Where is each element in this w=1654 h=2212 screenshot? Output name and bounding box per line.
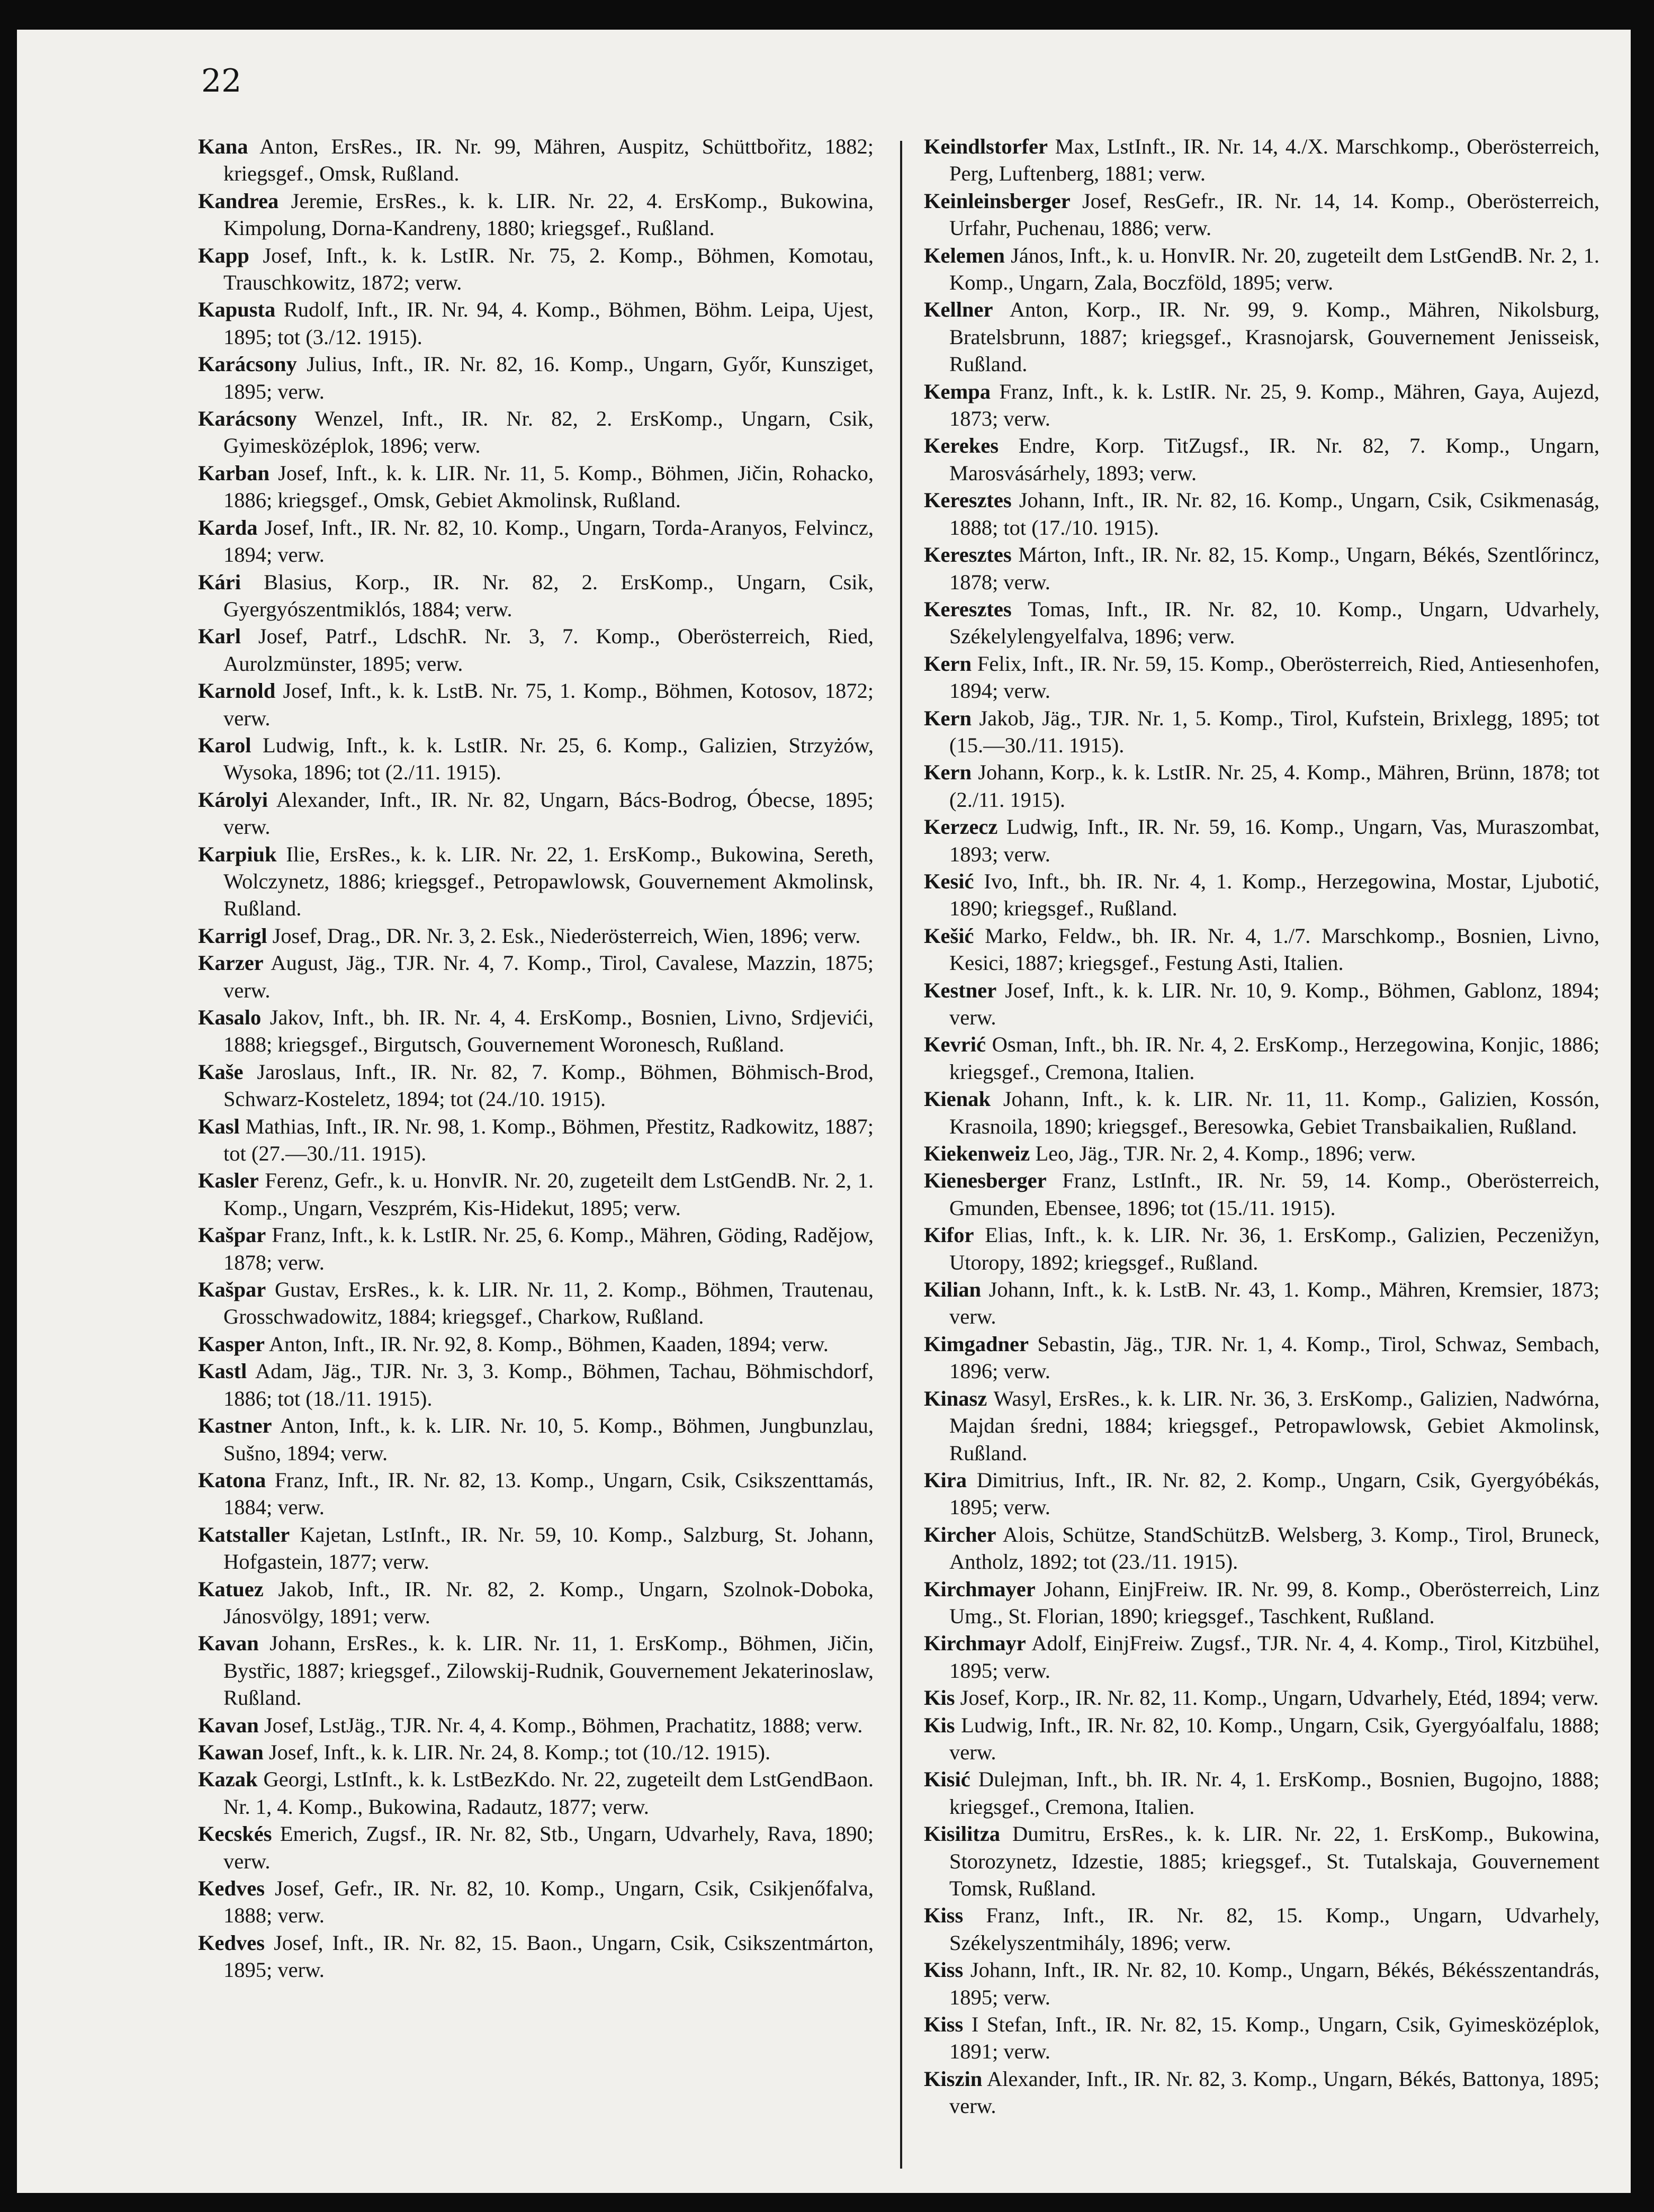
entry-details: Julius, Inft., IR. Nr. 82, 16. Komp., Ungarn, Győr, Kunsziget, 1895; verw. [223, 352, 874, 403]
entry-details: Johann, Inft., k. k. LIR. Nr. 11, 11. Komp., Galizien, Kossón, Krasnoila, 1890; kriegsgef., Beresowka, Gebiet Transbaikalien, Rußland. [949, 1087, 1600, 1138]
entry-surname: Karzer [198, 951, 264, 975]
register-entry [924, 2065, 1599, 2120]
entry-surname: Kaše [198, 1059, 244, 1084]
entry-surname: Kira [924, 1468, 967, 1492]
entry-surname: Karácsony [198, 352, 297, 376]
register-entry [198, 1330, 874, 1357]
entry-details: Blasius, Korp., IR. Nr. 82, 2. ErsKomp., Ungarn, Csik, Gyergyószentmiklós, 1884; verw. [223, 570, 874, 621]
entry-details: Dimitrius, Inft., IR. Nr. 82, 2. Komp., Ungarn, Csik, Gyergyóbékás, 1895; verw. [949, 1468, 1600, 1519]
entry-surname: Kempa [924, 379, 991, 403]
entry-surname: Kecskés [198, 1822, 272, 1846]
register-entry [198, 187, 874, 242]
register-entry [198, 1167, 874, 1221]
entry-surname: Kazak [198, 1767, 258, 1792]
entry-surname: Karl [198, 624, 241, 649]
entry-surname: Kandrea [198, 188, 279, 213]
register-entry [924, 378, 1599, 433]
entry-details: Adolf, EinjFreiw. Zugsf., TJR. Nr. 4, 4. Komp., Tirol, Kitzbühel, 1895; verw. [949, 1631, 1599, 1683]
entry-details: Ferenz, Gefr., k. u. HonvIR. Nr. 20, zugeteilt dem LstGendB. Nr. 2, 1. Komp., Ungarn, Veszprém, Kis-Hidekut, 1895; verw. [223, 1168, 874, 1220]
entry-details: Josef, Korp., IR. Nr. 82, 11. Komp., Ungarn, Udvarhely, Etéd, 1894; verw. [960, 1686, 1599, 1710]
entry-details: Emerich, Zugsf., IR. Nr. 82, Stb., Ungarn, Udvarhely, Rava, 1890; verw. [223, 1822, 874, 1873]
entry-surname: Keinleinsberger [924, 188, 1071, 213]
entry-surname: Katuez [198, 1577, 264, 1601]
entry-surname: Keresztes [924, 543, 1012, 567]
entry-surname: Kevrić [924, 1032, 986, 1057]
register-entry [198, 1739, 874, 1766]
entry-surname: Kis [924, 1686, 955, 1710]
entry-surname: Kerekes [924, 434, 999, 458]
register-entry [198, 786, 874, 841]
entry-details: Franz, LstInft., IR. Nr. 59, 14. Komp., Oberösterreich, Gmunden, Ebensee, 1896; tot (15./11. 1915). [949, 1168, 1599, 1220]
entry-surname: Karpiuk [198, 842, 277, 866]
entry-details: Josef, ResGefr., IR. Nr. 14, 14. Komp., Oberösterreich, Urfahr, Puchenau, 1886; verw. [949, 188, 1599, 240]
entry-surname: Kinasz [924, 1386, 987, 1410]
entry-surname: Kastl [198, 1359, 247, 1383]
entry-surname: Kedves [198, 1930, 265, 1955]
register-entry [924, 1140, 1599, 1167]
register-entry [924, 596, 1599, 650]
entry-details: Josef, Inft., k. k. LstB. Nr. 75, 1. Komp., Böhmen, Kotosov, 1872; verw. [223, 679, 874, 730]
register-entry [198, 732, 874, 786]
entry-surname: Károlyi [198, 787, 268, 812]
register-entry [924, 759, 1599, 813]
register-entry [924, 1820, 1599, 1902]
register-entry [924, 2011, 1599, 2065]
register-entry [924, 813, 1599, 868]
register-entry [198, 1357, 874, 1412]
entry-details: Johann, Korp., k. k. LstIR. Nr. 25, 4. Komp., Mähren, Brünn, 1878; tot (2./11. 1915). [949, 760, 1599, 812]
entry-details: Johann, Inft., IR. Nr. 82, 16. Komp., Ungarn, Csik, Csikmenaság, 1888; tot (17./10. 1915). [949, 488, 1600, 539]
entry-details: Jakob, Inft., IR. Nr. 82, 2. Komp., Ungarn, Szolnok-Doboka, Jánosvölgy, 1891; verw. [223, 1577, 874, 1628]
entry-surname: Kestner [924, 978, 997, 1002]
entry-surname: Kirchmayer [924, 1577, 1036, 1601]
register-entry [198, 1113, 874, 1167]
register-entry [924, 1467, 1599, 1521]
entry-surname: Kiss [924, 1903, 964, 1928]
register-entry [924, 922, 1599, 977]
register-entry [198, 949, 874, 1004]
entry-details: Ludwig, Inft., IR. Nr. 82, 10. Komp., Ungarn, Csik, Gyergyóalfalu, 1888; verw. [949, 1713, 1599, 1764]
entry-details: Ilie, ErsRes., k. k. LIR. Nr. 22, 1. ErsKomp., Bukowina, Sereth, Wolczynetz, 1886; kriegsgef., Petropawlowsk, Gouvernement Akmolinsk, Rußland. [223, 842, 874, 921]
entry-surname: Kesić [924, 869, 974, 893]
entry-details: Johann, Inft., IR. Nr. 82, 10. Komp., Ungarn, Békés, Békésszentandrás, 1895; verw. [949, 1958, 1599, 2009]
register-entry [924, 1276, 1599, 1330]
entry-details: Anton, Korp., IR. Nr. 99, 9. Komp., Mähren, Nikolsburg, Bratelsbrunn, 1887; kriegsgef., Krasnojarsk, Gouvernement Jenisseisk, Rußland. [949, 298, 1600, 376]
left-column [198, 133, 874, 1984]
entry-surname: Karban [198, 461, 270, 485]
entry-surname: Kavan [198, 1713, 259, 1737]
entry-details: Franz, Inft., IR. Nr. 82, 15. Komp., Ungarn, Udvarhely, Székelyszentmihály, 1896; verw. [949, 1903, 1599, 1955]
entry-surname: Katona [198, 1468, 266, 1492]
entry-surname: Kellner [924, 298, 993, 322]
register-entry [198, 133, 874, 187]
entry-surname: Kisilitza [924, 1822, 1000, 1846]
entry-details: I Stefan, Inft., IR. Nr. 82, 15. Komp., Ungarn, Csik, Gyimesközéplok, 1891; verw. [949, 2012, 1599, 2064]
entry-surname: Katstaller [198, 1522, 290, 1546]
entry-details: Max, LstInft., IR. Nr. 14, 4./X. Marschkomp., Oberösterreich, Perg, Luftenberg, 1881; verw. [949, 134, 1599, 186]
register-entry [924, 1630, 1599, 1684]
entry-details: Ludwig, Inft., IR. Nr. 59, 16. Komp., Ungarn, Vas, Muraszombat, 1893; verw. [949, 815, 1600, 866]
entry-details: Johann, ErsRes., k. k. LIR. Nr. 11, 1. ErsKomp., Böhmen, Jičin, Bystřic, 1887; kriegsgef., Zilowskij-Rudnik, Gouvernement Jekaterinoslaw, Rußland. [223, 1631, 874, 1710]
entry-surname: Kifor [924, 1223, 974, 1247]
entry-surname: Kašpar [198, 1223, 266, 1247]
entry-details: Josef, Drag., DR. Nr. 3, 2. Esk., Niederösterreich, Wien, 1896; verw. [272, 923, 861, 948]
entry-details: János, Inft., k. u. HonvIR. Nr. 20, zugeteilt dem LstGendB. Nr. 2, 1. Komp., Ungarn, Zala, Boczföld, 1895; verw. [949, 243, 1599, 295]
register-entry [198, 1004, 874, 1058]
register-entry [198, 296, 874, 350]
right-column [924, 133, 1599, 2120]
register-entry [198, 569, 874, 623]
entry-details: Alexander, Inft., IR. Nr. 82, Ungarn, Bács-Bodrog, Óbecse, 1895; verw. [223, 787, 874, 839]
entry-surname: Kilian [924, 1278, 982, 1302]
register-entry [198, 1221, 874, 1276]
register-entry [924, 487, 1599, 541]
entry-surname: Kern [924, 651, 972, 676]
entry-details: Josef, Inft., IR. Nr. 82, 10. Komp., Ungarn, Torda-Aranyos, Felvincz, 1894; verw. [223, 515, 874, 567]
register-entry [198, 1412, 874, 1467]
entry-details: Johann, Inft., k. k. LstB. Nr. 43, 1. Komp., Mähren, Kremsier, 1873; verw. [949, 1278, 1600, 1329]
entry-surname: Keresztes [924, 488, 1012, 512]
entry-details: Johann, EinjFreiw. IR. Nr. 99, 8. Komp., Oberösterreich, Linz Umg., St. Florian, 1890; kriegsgef., Taschkent, Rußland. [949, 1577, 1600, 1628]
entry-surname: Kedves [198, 1876, 265, 1900]
entry-surname: Kapusta [198, 298, 276, 322]
entry-details: Josef, Gefr., IR. Nr. 82, 10. Komp., Ungarn, Csik, Csikjenőfalva, 1888; verw. [223, 1876, 874, 1928]
entry-details: Josef, Inft., k. k. LIR. Nr. 24, 8. Komp.; tot (10./12. 1915). [268, 1740, 771, 1764]
entry-details: Anton, Inft., IR. Nr. 92, 8. Komp., Böhmen, Kaaden, 1894; verw. [268, 1332, 829, 1356]
entry-details: Márton, Inft., IR. Nr. 82, 15. Komp., Ungarn, Békés, Szentlőrincz, 1878; verw. [949, 543, 1600, 594]
entry-details: Dulejman, Inft., bh. IR. Nr. 4, 1. ErsKomp., Bosnien, Bugojno, 1888; kriegsgef., Cremona, Italien. [949, 1767, 1599, 1819]
entry-surname: Kašpar [198, 1278, 266, 1302]
entry-details: Franz, Inft., IR. Nr. 82, 13. Komp., Ungarn, Csik, Csikszenttamás, 1884; verw. [223, 1468, 874, 1519]
entry-details: Elias, Inft., k. k. LIR. Nr. 36, 1. ErsKomp., Galizien, Peczenižyn, Utoropy, 1892; kriegsgef., Rußland. [949, 1223, 1599, 1274]
register-entry [924, 1521, 1599, 1576]
entry-surname: Kiszin [924, 2066, 983, 2091]
entry-details: Kajetan, LstInft., IR. Nr. 59, 10. Komp., Salzburg, St. Johann, Hofgastein, 1877; verw. [223, 1522, 874, 1574]
register-entry [924, 242, 1599, 296]
register-entry [198, 1467, 874, 1521]
column-divider [900, 141, 902, 2169]
register-entry [924, 1576, 1599, 1630]
entry-surname: Kienak [924, 1087, 991, 1111]
entry-details: Felix, Inft., IR. Nr. 59, 15. Komp., Oberösterreich, Ried, Antiesenhofen, 1894; verw. [949, 651, 1600, 703]
entry-details: Josef, Inft., k. k. LIR. Nr. 11, 5. Komp., Böhmen, Jičin, Rohacko, 1886; kriegsgef., Omsk, Gebiet Akmolinsk, Rußland. [223, 461, 874, 512]
register-entry [198, 1521, 874, 1576]
entry-details: Josef, Inft., IR. Nr. 82, 15. Baon., Ungarn, Csik, Csikszentmárton, 1895; verw. [223, 1930, 874, 1982]
entry-surname: Keindlstorfer [924, 134, 1048, 158]
register-entry [198, 623, 874, 677]
entry-surname: Kawan [198, 1740, 264, 1764]
entry-surname: Kirchmayr [924, 1631, 1026, 1656]
entry-surname: Karácsony [198, 407, 297, 431]
entry-surname: Kasler [198, 1168, 259, 1193]
entry-details: Dumitru, ErsRes., k. k. LIR. Nr. 22, 1. ErsKomp., Bukowina, Storozynetz, Idzestie, 1885; kriegsgef., St. Tutalskaja, Gouvernement Tomsk, Rußland. [949, 1822, 1599, 1900]
entry-surname: Kern [924, 760, 972, 785]
register-entry [924, 1902, 1599, 1956]
entry-details: Jeremie, ErsRes., k. k. LIR. Nr. 22, 4. ErsKomp., Bukowina, Kimpolung, Dorna-Kandreny, 1880; kriegsgef., Rußland. [223, 188, 874, 240]
register-entry [198, 677, 874, 732]
register-entry [198, 1712, 874, 1739]
entry-details: Georgi, LstInft., k. k. LstBezKdo. Nr. 22, zugeteilt dem LstGendBaon. Nr. 1, 4. Komp., Bukowina, Radautz, 1877; verw. [223, 1767, 874, 1819]
entry-details: Alexander, Inft., IR. Nr. 82, 3. Komp., Ungarn, Békés, Battonya, 1895; verw. [949, 2066, 1599, 2118]
entry-surname: Kastner [198, 1414, 272, 1438]
entry-surname: Kisić [924, 1767, 970, 1792]
register-entry [924, 187, 1599, 242]
entry-details: Endre, Korp. TitZugsf., IR. Nr. 82, 7. Komp., Ungarn, Marosvásárhely, 1893; verw. [949, 434, 1599, 485]
entry-surname: Kári [198, 570, 241, 594]
entry-surname: Kapp [198, 243, 249, 267]
register-entry [198, 922, 874, 949]
entry-surname: Kiss [924, 2012, 964, 2037]
register-entry [924, 977, 1599, 1031]
entry-details: Leo, Jäg., TJR. Nr. 2, 4. Komp., 1896; verw. [1035, 1141, 1416, 1166]
entry-details: Franz, Inft., k. k. LstIR. Nr. 25, 6. Komp., Mähren, Göding, Radějow, 1878; verw. [223, 1223, 874, 1274]
entry-surname: Kasper [198, 1332, 265, 1356]
register-entry [924, 705, 1599, 759]
entry-details: Marko, Feldw., bh. IR. Nr. 4, 1./7. Marschkomp., Bosnien, Livno, Kesici, 1887; kriegsgef., Festung Asti, Italien. [949, 923, 1600, 975]
entry-details: Gustav, ErsRes., k. k. LIR. Nr. 11, 2. Komp., Böhmen, Trautenau, Grosschwadowitz, 1884; kriegsgef., Charkow, Rußland. [223, 1278, 874, 1329]
entry-details: Adam, Jäg., TJR. Nr. 3, 3. Komp., Böhmen, Tachau, Böhmischdorf, 1886; tot (18./11. 1915). [223, 1359, 874, 1410]
entry-surname: Kis [924, 1713, 955, 1737]
entry-details: Ivo, Inft., bh. IR. Nr. 4, 1. Komp., Herzegowina, Mostar, Ljubotić, 1890; kriegsgef., Rußland. [949, 869, 1599, 921]
entry-surname: Kienesberger [924, 1168, 1047, 1193]
entry-surname: Kana [198, 134, 248, 158]
entry-surname: Karol [198, 733, 251, 757]
entry-details: Alois, Schütze, StandSchützB. Welsberg, 3. Komp., Tirol, Bruneck, Antholz, 1892; tot (23./11. 1915). [949, 1522, 1599, 1574]
register-entry [198, 350, 874, 405]
entry-details: Sebastin, Jäg., TJR. Nr. 1, 4. Komp., Tirol, Schwaz, Sembach, 1896; verw. [949, 1332, 1599, 1383]
entry-surname: Karrigl [198, 923, 267, 948]
entry-details: August, Jäg., TJR. Nr. 4, 7. Komp., Tirol, Cavalese, Mazzin, 1875; verw. [223, 951, 874, 1002]
entry-details: Jaroslaus, Inft., IR. Nr. 82, 7. Komp., Böhmen, Böhmisch-Brod, Schwarz-Kosteletz, 1894; tot (24./10. 1915). [223, 1059, 874, 1111]
entry-details: Mathias, Inft., IR. Nr. 98, 1. Komp., Böhmen, Přestitz, Radkowitz, 1887; tot (27.—30./11. 1915). [223, 1114, 874, 1166]
register-entry [924, 1167, 1599, 1221]
entry-details: Ludwig, Inft., k. k. LstIR. Nr. 25, 6. Komp., Galizien, Strzyżów, Wysoka, 1896; tot (2./11. 1915). [223, 733, 874, 785]
register-entry [924, 1085, 1599, 1140]
register-entry [198, 1276, 874, 1330]
register-entry [198, 1929, 874, 1984]
register-entry [924, 432, 1599, 487]
entry-details: Jakob, Jäg., TJR. Nr. 1, 5. Komp., Tirol, Kufstein, Brixlegg, 1895; tot (15.—30./11. 1915). [949, 706, 1600, 757]
entry-surname: Kiss [924, 1958, 964, 1982]
entry-surname: Karnold [198, 679, 276, 703]
page-number: 22 [201, 62, 242, 100]
register-entry [924, 1330, 1599, 1385]
register-entry [198, 405, 874, 460]
entry-surname: Keresztes [924, 597, 1012, 621]
register-entry [198, 1630, 874, 1711]
entry-details: Jakov, Inft., bh. IR. Nr. 4, 4. ErsKomp., Bosnien, Livno, Srdjevići, 1888; kriegsgef., Birgutsch, Gouvernement Woronesch, Rußland. [223, 1005, 874, 1057]
register-entry [198, 514, 874, 569]
register-entry [924, 296, 1599, 377]
entry-surname: Kasl [198, 1114, 240, 1138]
entry-details: Josef, Patrf., LdschR. Nr. 3, 7. Komp., Oberösterreich, Ried, Aurolzmünster, 1895; verw. [223, 624, 874, 676]
entry-surname: Kešić [924, 923, 974, 948]
register-entry [924, 1684, 1599, 1711]
register-entry [198, 1576, 874, 1630]
entry-details: Josef, LstJäg., TJR. Nr. 4, 4. Komp., Böhmen, Prachatitz, 1888; verw. [264, 1713, 863, 1737]
entry-surname: Kerzecz [924, 815, 998, 839]
register-entry [198, 841, 874, 922]
entry-details: Anton, Inft., k. k. LIR. Nr. 10, 5. Komp., Böhmen, Jungbunzlau, Sušno, 1894; verw. [223, 1414, 874, 1465]
register-entry [198, 1820, 874, 1875]
entry-details: Tomas, Inft., IR. Nr. 82, 10. Komp., Ungarn, Udvarhely, Székelylengyelfalva, 1896; verw. [949, 597, 1599, 649]
register-entry [924, 1031, 1599, 1085]
entry-surname: Kimgadner [924, 1332, 1029, 1356]
entry-details: Franz, Inft., k. k. LstIR. Nr. 25, 9. Komp., Mähren, Gaya, Aujezd, 1873; verw. [949, 379, 1600, 431]
entry-surname: Karda [198, 515, 258, 539]
entry-details: Josef, Inft., k. k. LstIR. Nr. 75, 2. Komp., Böhmen, Komotau, Trauschkowitz, 1872; verw. [223, 243, 874, 295]
register-entry [198, 1766, 874, 1820]
register-entry [924, 541, 1599, 596]
register-entry [198, 1875, 874, 1929]
register-entry [924, 1766, 1599, 1820]
register-entry [198, 460, 874, 514]
entry-details: Rudolf, Inft., IR. Nr. 94, 4. Komp., Böhmen, Böhm. Leipa, Ujest, 1895; tot (3./12. 1915). [223, 298, 874, 349]
entry-surname: Kasalo [198, 1005, 262, 1029]
entry-details: Josef, Inft., k. k. LIR. Nr. 10, 9. Komp., Böhmen, Gablonz, 1894; verw. [949, 978, 1600, 1029]
register-entry [198, 1058, 874, 1113]
entry-surname: Kavan [198, 1631, 259, 1656]
register-entry [924, 1956, 1599, 2011]
entry-surname: Kelemen [924, 243, 1005, 267]
register-entry [924, 1385, 1599, 1467]
register-entry [198, 242, 874, 296]
entry-details: Anton, ErsRes., IR. Nr. 99, Mähren, Auspitz, Schüttbořitz, 1882; kriegsgef., Omsk, Rußland. [223, 134, 874, 186]
entry-surname: Kircher [924, 1522, 996, 1546]
entry-surname: Kiekenweiz [924, 1141, 1030, 1166]
register-entry [924, 868, 1599, 922]
register-entry [924, 1712, 1599, 1766]
register-entry [924, 650, 1599, 705]
entry-details: Osman, Inft., bh. IR. Nr. 4, 2. ErsKomp., Herzegowina, Konjic, 1886; kriegsgef., Cremona, Italien. [949, 1032, 1599, 1084]
entry-details: Wenzel, Inft., IR. Nr. 82, 2. ErsKomp., Ungarn, Csik, Gyimesközéplok, 1896; verw. [223, 407, 874, 458]
register-entry [924, 133, 1599, 187]
entry-surname: Kern [924, 706, 972, 730]
entry-details: Wasyl, ErsRes., k. k. LIR. Nr. 36, 3. ErsKomp., Galizien, Nadwórna, Majdan średni, 1884; kriegsgef., Petropawlowsk, Gebiet Akmolinsk, Rußland. [949, 1386, 1599, 1465]
register-page [17, 30, 1631, 2193]
register-entry [924, 1221, 1599, 1276]
